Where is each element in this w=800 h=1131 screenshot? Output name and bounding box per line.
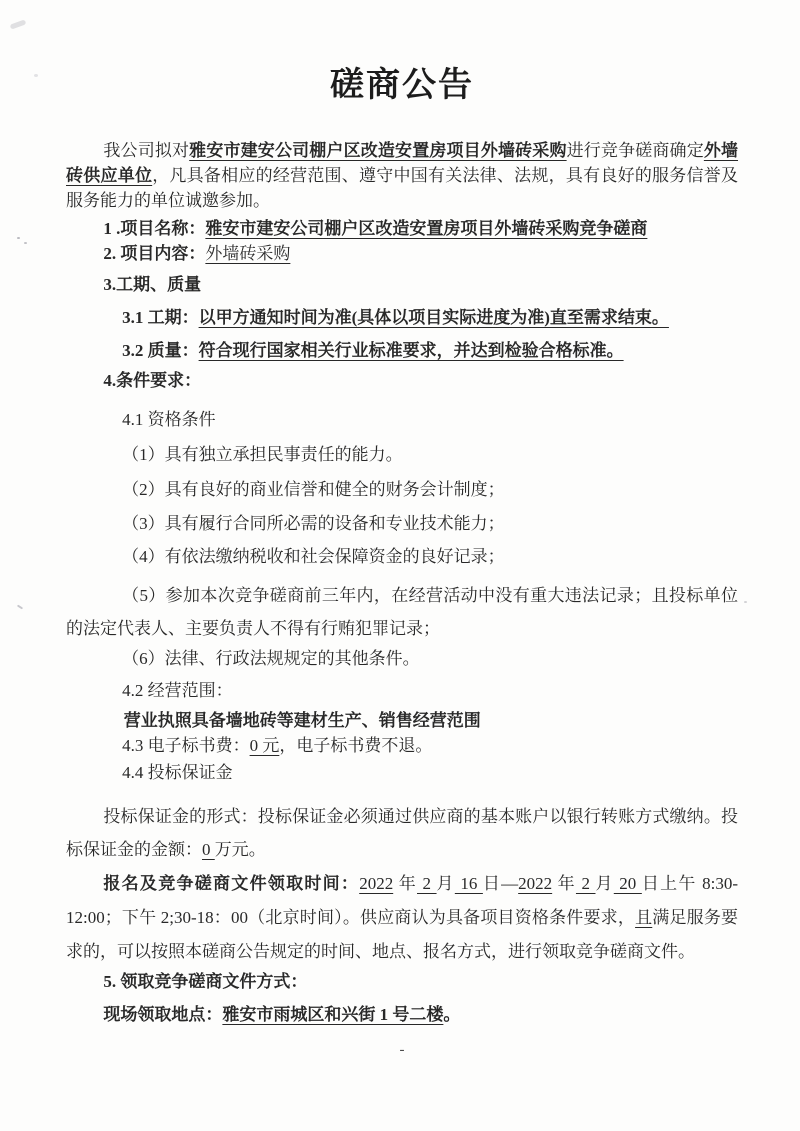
- deposit-paragraph: [66, 800, 738, 866]
- supplier-unit-phrase: 外墙砖供应单位: [66, 141, 739, 185]
- section4-heading: 4.条件要求：: [103, 371, 202, 390]
- intro-text-1: 我公司拟对: [103, 141, 190, 160]
- pickup-location-suffix: 。: [443, 1005, 461, 1024]
- clause-4-3-suffix: ，电子标书费不退。: [279, 736, 433, 755]
- clause-4-3-fee: 0 元: [249, 736, 280, 755]
- pickup-location-value: 雅安市雨城区和兴街 1 号二楼: [222, 1005, 444, 1024]
- deposit-amount: 0: [202, 840, 215, 859]
- project-procurement-name: 雅安市建安公司棚户区改造安置房项目外墙砖采购: [189, 141, 567, 160]
- schedule-text: 年: [552, 874, 576, 893]
- clause-4-2-heading: 4.2 经营范围：: [122, 681, 233, 700]
- clause-3-2-value: 符合现行国家相关行业标准要求，并达到检验合格标准。: [198, 341, 624, 360]
- pickup-location-label: 现场领取地点：: [103, 1005, 223, 1024]
- project-content-item: [66, 241, 738, 266]
- pickup-location-line: [66, 1002, 738, 1027]
- schedule-label: 报名及竞争磋商文件领取时间：: [103, 874, 360, 893]
- deposit-text: 投标保证金的形式：投标保证金必须通过供应商的基本账户以银行转账方式缴纳。投标保证金的金额：: [66, 807, 738, 859]
- intro-text-2: 进行竞争磋商确定: [566, 141, 704, 160]
- clause-3-1-label: 3.1 工期：: [122, 308, 199, 327]
- project-content-label: 2. 项目内容：: [103, 244, 206, 263]
- intro-paragraph: [66, 138, 738, 213]
- project-content-value: 外墙砖采购: [205, 244, 291, 263]
- schedule-day-1: 16: [454, 874, 483, 893]
- schedule-text: 月: [595, 874, 614, 893]
- schedule-text: 日上午 8:30-12:00；下午 2;30-18：00（北京时间）。供应商认为具备项目资格条件要求，: [66, 874, 739, 927]
- clause-4-3: [66, 733, 738, 758]
- condition-item-4: （4）有依法缴纳税收和社会保障资金的良好记录；: [122, 547, 505, 566]
- condition-item-2: （2）具有良好的商业信誉和健全的财务会计制度；: [122, 480, 505, 499]
- clause-4-1-heading: 4.1 资格条件: [122, 410, 216, 429]
- document-title: 磋商公告: [330, 66, 474, 104]
- clause-3-1: [66, 305, 738, 330]
- deposit-unit: 万元。: [214, 840, 266, 859]
- project-name-label: 1 .项目名称：: [103, 219, 206, 238]
- clause-4-4-heading: 4.4 投标保证金: [122, 763, 233, 782]
- schedule-paragraph: [66, 867, 738, 969]
- condition-item-5: （5）参加本次竞争磋商前三年内，在经营活动中没有重大违法记录；且投标单位的法定代表人、主要负责人不得有行贿犯罪记录；: [66, 586, 738, 638]
- project-name-item: [66, 216, 738, 241]
- condition-item-1: （1）具有独立承担民事责任的能力。: [122, 445, 403, 464]
- schedule-text: 日—: [482, 874, 519, 893]
- document-content: [0, 64, 800, 1063]
- clause-3-2: [66, 338, 738, 363]
- schedule-text: 满足服务要求的，可以按照本磋商公告规定的时间、地点、报名方式，进行领取竞争磋商文件。: [66, 908, 739, 961]
- project-name-value: 雅安市建安公司棚户区改造安置房项目外墙砖采购竞争磋商: [205, 219, 648, 238]
- schedule-text: 年: [393, 874, 417, 893]
- clause-3-1-value: 以甲方通知时间为准(具体以项目实际进度为准)直至需求结束。: [198, 308, 669, 327]
- intro-text-3: ，凡具备相应的经营范围、遵守中国有关法律、法规，具有良好的服务信誉及服务能力的单位诚邀参加。: [66, 166, 739, 210]
- clause-3-2-label: 3.2 质量：: [122, 341, 199, 360]
- scan-artifact: [10, 19, 27, 29]
- schedule-text: 月: [436, 874, 455, 893]
- condition-item-6: （6）法律、行政法规规定的其他条件。: [122, 649, 420, 668]
- section3-heading: 3.工期、质量: [103, 275, 202, 294]
- schedule-emphasis: 且: [635, 908, 653, 927]
- clause-4-3-label: 4.3 电子标书费：: [122, 736, 250, 755]
- business-scope-line: 营业执照具备墙地砖等建材生产、销售经营范围: [123, 711, 481, 730]
- schedule-year-2: 2022: [518, 874, 553, 893]
- schedule-day-2: 20: [613, 874, 642, 893]
- section5-heading: 5. 领取竞争磋商文件方式：: [103, 972, 308, 991]
- schedule-month-2: 2: [575, 874, 596, 893]
- schedule-month-1: 2: [417, 874, 437, 893]
- condition-item-3: （3）具有履行合同所必需的设备和专业技术能力；: [122, 514, 505, 533]
- schedule-year-1: 2022: [359, 874, 394, 893]
- page-number-dash: -: [399, 1042, 405, 1058]
